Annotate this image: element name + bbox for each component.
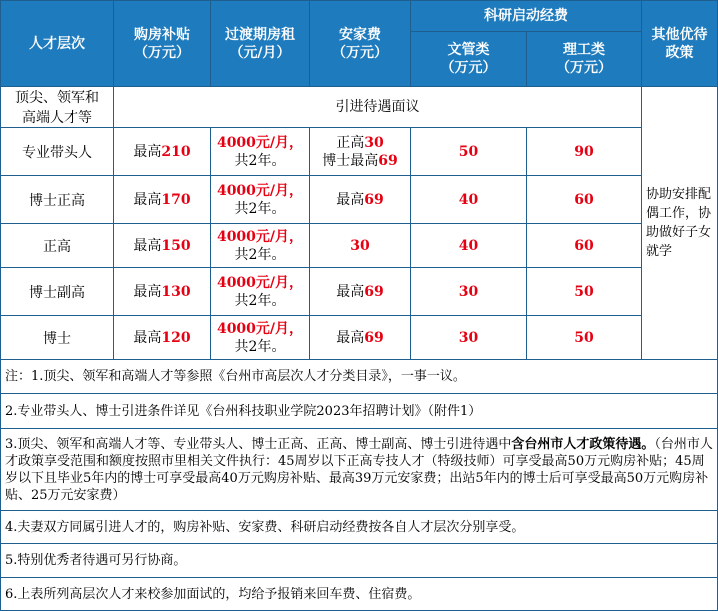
header-housing-subsidy: 购房补贴 （万元）: [114, 1, 211, 87]
table-row: [1, 224, 718, 268]
housing-subsidy-cell: 最高210: [114, 128, 211, 176]
row-level: 专业带头人: [1, 128, 114, 176]
table-row: [1, 176, 718, 224]
other-policy-text: 协助安排配偶工作，协助做好子女就学: [642, 87, 718, 360]
table-row: [1, 128, 718, 176]
rent-cell: 4000元/月， 共2年。: [211, 128, 310, 176]
note-5: 5.特别优秀者待遇可另行协商。: [1, 544, 718, 578]
arts-fund-cell: 40: [411, 224, 527, 268]
rent-cell: 4000元/月， 共2年。: [211, 224, 310, 268]
settle-fee-cell: 正高30 博士最高69: [310, 128, 411, 176]
note-6: 6.上表所列高层次人才来校参加面试的，均给予报销来回车费、住宿费。: [1, 578, 718, 611]
row-level: 正高: [1, 224, 114, 268]
settle-fee-cell: 最高69: [310, 268, 411, 316]
science-fund-cell: 50: [527, 316, 642, 360]
table-row: [1, 268, 718, 316]
row-level: 博士正高: [1, 176, 114, 224]
science-fund-cell: 60: [527, 224, 642, 268]
science-fund-cell: 50: [527, 268, 642, 316]
arts-fund-cell: 30: [411, 316, 527, 360]
header-research-fund: 科研启动经费: [411, 1, 642, 32]
top-talent-level: 顶尖、领军和 高端人才等: [1, 87, 114, 128]
arts-fund-cell: 50: [411, 128, 527, 176]
note-4: 4.夫妻双方同属引进人才的，购房补贴、安家费、科研启动经费按各自人才层次分别享受。: [1, 511, 718, 544]
header-science: 理工类 （万元）: [527, 32, 642, 87]
settle-fee-cell: 最高69: [310, 316, 411, 360]
header-other-policy: 其他优待 政策: [642, 1, 718, 87]
row-level: 博士: [1, 316, 114, 360]
science-fund-cell: 90: [527, 128, 642, 176]
arts-fund-cell: 30: [411, 268, 527, 316]
header-arts: 文管类 （万元）: [411, 32, 527, 87]
housing-subsidy-cell: 最高150: [114, 224, 211, 268]
header-level: 人才层次: [1, 1, 114, 87]
note-3: 3.顶尖、领军和高端人才等、专业带头人、博士正高、正高、博士副高、博士引进待遇中含台州市人才政策待遇。（台州市人才政策享受范围和额度按照市里相关文件执行：45周岁以下正高专技人才（特级技师）可享受最高50万元购房补贴；45周岁以下且毕业5年内的博士可享受最高40万元购房补贴、最高39万元安家费；出站5年内的博士后可享受最高50万元购房补贴、25万元安家费）: [1, 429, 718, 511]
top-talent-negotiable: 引进待遇面议: [114, 87, 642, 128]
housing-subsidy-cell: 最高170: [114, 176, 211, 224]
note-2: 2.专业带头人、博士引进条件详见《台州科技职业学院2023年招聘计划》（附件1）: [1, 394, 718, 429]
note-1: 注：1.顶尖、领军和高端人才等参照《台州市高层次人才分类目录》，一事一议。: [1, 360, 718, 394]
rent-cell: 4000元/月， 共2年。: [211, 316, 310, 360]
row-level: 博士副高: [1, 268, 114, 316]
header-transition-rent: 过渡期房租 （元/月）: [211, 1, 310, 87]
header-settle-fee: 安家费 （万元）: [310, 1, 411, 87]
science-fund-cell: 60: [527, 176, 642, 224]
arts-fund-cell: 40: [411, 176, 527, 224]
settle-fee-cell: 最高69: [310, 176, 411, 224]
housing-subsidy-cell: 最高120: [114, 316, 211, 360]
settle-fee-cell: 30: [310, 224, 411, 268]
table-row: [1, 316, 718, 360]
rent-cell: 4000元/月， 共2年。: [211, 268, 310, 316]
housing-subsidy-cell: 最高130: [114, 268, 211, 316]
rent-cell: 4000元/月， 共2年。: [211, 176, 310, 224]
